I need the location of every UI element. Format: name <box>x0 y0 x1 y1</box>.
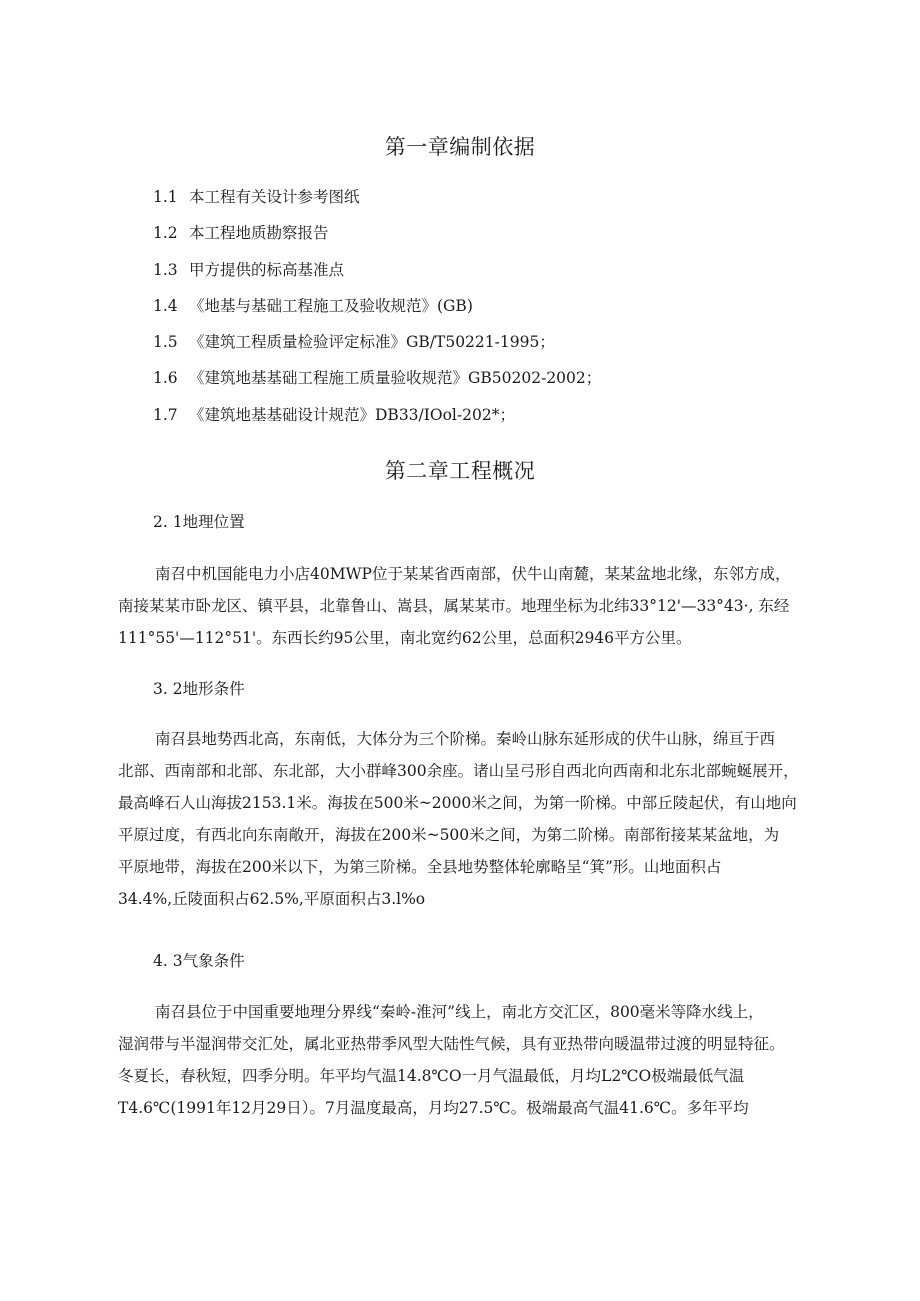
item-number: 1.1 <box>153 188 178 206</box>
list-item <box>153 403 853 439</box>
item-number: 1.4 <box>153 296 178 315</box>
item-text: 《建筑工程质量检验评定标准》GB/T50221-1995； <box>189 333 555 352</box>
paragraph-line: 南召中机国能电力小店40MWP位于某某省西南部，伏牛山南麓，某某盆地北缘，东邻方成， <box>155 565 791 583</box>
paragraph-line: 南召县地势西北高，东南低，大体分为三个阶梯。秦岭山脉东延形成的伏牛山脉，绵亘于西 <box>155 730 776 748</box>
paragraph-terrain <box>118 723 853 915</box>
section-heading-geography: 2. 1地理位置 <box>153 513 245 531</box>
item-number: 1.7 <box>153 405 178 424</box>
list-item <box>153 221 853 257</box>
item-number: 1.3 <box>153 260 178 279</box>
paragraph-line: 34.4%,丘陵面积占62.5%,平原面积占3.l%o <box>118 890 426 908</box>
paragraph-line: 平原过度，有西北向东南敞开，海拔在200米~500米之间，为第二阶梯。南部衔接某某盆地，为 <box>118 826 780 844</box>
list-item <box>153 258 853 294</box>
paragraph-line: 南召县位于中国重要地理分界线“秦岭-淮河”线上，南北方交汇区，800毫米等降水线上， <box>155 1003 764 1021</box>
list-item <box>153 294 853 330</box>
paragraph-line: 平原地带，海拔在200米以下，为第三阶梯。全县地势整体轮廓略呈“箕”形。山地面积占 <box>118 858 722 876</box>
paragraph-line: T4.6℃(1991年12月29日）。7月温度最高，月均27.5℃。极端最高气温41.6℃。多年平均 <box>118 1099 749 1117</box>
list-item <box>153 330 853 366</box>
paragraph-line: 111°55'—112°51'。东西长约95公里，南北宽约62公里，总面积2946平方公里。 <box>118 629 692 647</box>
chapter-1-title: 第一章编制依据 <box>384 135 536 159</box>
item-number: 1.5 <box>153 333 178 352</box>
paragraph-line: 最高峰石人山海拔2153.1米。海拔在500米~2000米之间，为第一阶梯。中部丘陵起伏，有山地向 <box>118 794 797 812</box>
paragraph-geography <box>118 558 853 654</box>
item-text: 本工程地质勘察报告 <box>189 224 329 243</box>
paragraph-line: 湿润带与半湿润带交汇处，属北亚热带季风型大陆性气候，具有亚热带向暖温带过渡的明显特征。 <box>118 1035 785 1053</box>
paragraph-line: 北部、西南部和北部、东北部，大小群峰300余座。诸山呈弓形自西北向西南和北东北部蜿蜒展开， <box>118 762 799 780</box>
paragraph-climate <box>118 996 853 1124</box>
item-number: 1.2 <box>153 224 178 243</box>
section-heading-climate: 4. 3气象条件 <box>153 952 245 970</box>
reference-list <box>153 185 853 439</box>
item-text: 甲方提供的标高基准点 <box>189 260 345 279</box>
list-item <box>153 185 853 221</box>
item-text: 《建筑地基基础设计规范》DB33/IOol-202*； <box>189 405 515 424</box>
section-heading-terrain: 3. 2地形条件 <box>153 680 245 698</box>
paragraph-line: 南接某某市卧龙区、镇平县，北靠鲁山、嵩县，属某某市。地理坐标为北纬33°12'—33°43·, 东经 <box>118 597 790 615</box>
item-text: 《地基与基础工程施工及验收规范》(GB) <box>189 296 473 315</box>
list-item <box>153 366 853 402</box>
paragraph-line: 冬夏长，春秋短，四季分明。年平均气温14.8℃O一月气温最低，月均L2℃O极端最低气温 <box>118 1067 745 1085</box>
item-number: 1.6 <box>153 369 178 388</box>
chapter-2-title: 第二章工程概况 <box>384 459 536 483</box>
item-text: 《建筑地基基础工程施工质量验收规范》GB50202-2002； <box>189 369 602 388</box>
item-text: 本工程有关设计参考图纸 <box>189 188 360 206</box>
